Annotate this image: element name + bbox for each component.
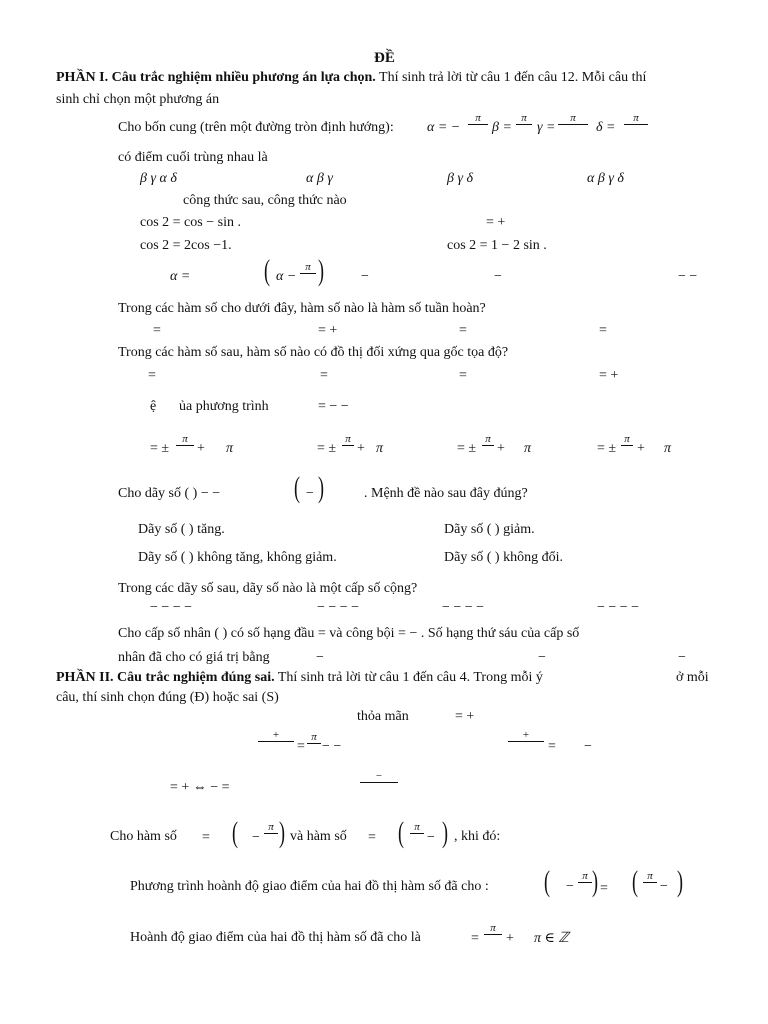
q1-alpha-fraction [468,112,488,136]
q1-beta-pi: π [521,112,527,124]
p2q2-a-pi-2: π [647,870,653,882]
q7-option-b[interactable]: Dãy số ( ) giảm. [444,522,535,537]
q9-option-d[interactable]: − [678,650,686,665]
p2q2-minus-2: − [427,830,435,845]
p2q2-pi-1: π [268,821,274,833]
q1-stem: Cho bốn cung (trên một đường tròn định hướng): [118,120,394,135]
q1-beta-fraction [516,112,532,136]
q4-option-d[interactable]: = [599,323,607,338]
q7-option-d[interactable]: Dãy số ( ) không đổi. [444,550,563,565]
p2q1-a-numerator: + [272,729,280,741]
p2q1-a-fraction [258,729,294,753]
q1-option-d[interactable]: α β γ δ [587,171,624,186]
q6-option-b-fraction [342,433,354,457]
q6-option-d-pi: π [624,433,630,445]
q1-option-a[interactable]: β γ α δ [140,171,177,186]
p2q2-left-paren-1: ( [232,816,238,849]
p2q2-minus-1: − [252,830,260,845]
p2q2-a-left-paren: ( [544,865,550,898]
q1-delta: δ = [596,120,616,135]
p2q1-c[interactable]: = + ⇔ − = [170,780,230,795]
p2q2-pi-2: π [414,821,420,833]
q6-option-c-eq[interactable]: = ± [457,441,477,456]
part2-instruction-line1-tail: ở mỗi [676,670,709,685]
q6-option-a-pi-tail: π [226,441,234,456]
q8-option-c[interactable]: − − − − [442,600,485,615]
q2-option-c[interactable]: cos 2 = 2cos −1. [140,238,232,253]
q6-option-d-fraction [621,433,633,457]
q7-right-paren: ) [318,471,324,504]
p2q2-right-paren-2: ) [442,816,448,849]
q5-option-a[interactable]: = [148,368,156,383]
q5-option-b[interactable]: = [320,368,328,383]
q1-beta: β = [492,120,512,135]
p2q1-b-eq[interactable]: = [548,739,556,754]
p2q1-a-tail: − − [322,739,342,754]
part2-instruction-line2: câu, thí sinh chọn đúng (Đ) hoặc sai (S) [56,690,279,705]
part2-heading: PHẦN II. Câu trắc nghiệm đúng sai. [56,670,275,685]
q2-stem: công thức sau, công thức nào [183,193,347,208]
p2q2-a-fraction [578,870,592,894]
q4-option-c[interactable]: = [459,323,467,338]
p2q2-a-fraction-2 [643,870,657,894]
q6-option-c-plus: + [497,441,505,456]
p2q1-a-eq[interactable]: = [297,739,305,754]
q1-alpha-pi: π [475,112,481,124]
p2q2-a-right-paren-2: ) [677,865,683,898]
q9-option-c[interactable]: − [538,650,546,665]
q1-delta-pi: π [633,112,639,124]
p2q2-a-eq: = [600,881,608,896]
p2q2-a-pi: π [582,870,588,882]
q7-left-paren: ( [294,471,300,504]
q4-option-a[interactable]: = [153,323,161,338]
p2q2-a-minus: − [566,879,574,894]
q6-stem-b: ủa phương trình [179,399,269,414]
p2q1-b-numerator: + [522,729,530,741]
q2-option-a[interactable]: cos 2 = cos − sin . [140,215,241,230]
q6-stem-c: = − − [318,399,349,414]
p2q2-statement-b[interactable]: Hoành độ giao điểm của hai đồ thị hàm số đã cho là [130,930,421,945]
q6-option-b-plus: + [357,441,365,456]
q6-option-a-fraction [176,433,194,457]
q3-fraction [300,261,316,285]
q1-stem-continued: có điểm cuối trùng nhau là [118,150,268,165]
p2q1-a-pi: π [311,731,317,743]
q9-option-b[interactable]: − [316,650,324,665]
exam-title: ĐỀ [374,50,395,66]
q3-left-paren: ( [264,254,270,287]
p2q1-b-tail: − [584,739,592,754]
q1-gamma-fraction [558,112,588,136]
part2-instruction: Thí sinh trả lời từ câu 1 đến câu 4. Trong mỗi ý [277,670,543,685]
q5-option-c[interactable]: = [459,368,467,383]
part1-instruction-line1 [56,70,646,86]
q3-option-d[interactable]: − − [678,269,698,284]
q1-option-c[interactable]: β γ δ [447,171,473,186]
q3-pi: π [305,261,311,273]
p2q1-c-numerator: − [375,770,383,782]
part1-instruction: Thí sinh trả lời từ câu 1 đến câu 12. Mỗi câu thí [379,70,647,85]
q6-option-c-pi: π [485,433,491,445]
p2q1-stem: thỏa mãn [357,709,409,724]
part1-heading: PHẦN I. Câu trắc nghiệm nhiều phương án lựa chọn. [56,70,376,85]
q7-stem: Cho dãy số ( ) − − [118,486,221,501]
p2q2-eq2: = [368,830,376,845]
p2q2-b-eq: = [471,931,479,946]
p2q2-right-paren-1: ) [279,816,285,849]
q1-gamma-pi: π [570,112,576,124]
q8-option-b[interactable]: − − − − [317,600,360,615]
q6-option-d-eq[interactable]: = ± [597,441,617,456]
p2q2-mid: và hàm số [290,829,347,844]
q6-option-d-plus: + [637,441,645,456]
q6-option-b-pi-tail: π [376,441,384,456]
q2-option-b[interactable]: = + [486,215,506,230]
q8-option-d[interactable]: − − − − [597,600,640,615]
q6-option-a-eq[interactable]: = ± [150,441,170,456]
p2q1-b-fraction [508,729,544,753]
q3-expression: α − [276,269,297,284]
q3-option-b[interactable]: − [361,269,369,284]
q1-gamma: γ = [537,120,556,135]
q6-option-d-pi-tail: π [664,441,672,456]
q6-option-a-pi: π [182,433,188,445]
q7-paren-minus: − [306,486,314,501]
q6-option-b-pi: π [345,433,351,445]
q9-stem-continued: nhân đã cho có giá trị bằng [118,650,270,665]
q1-option-b[interactable]: α β γ [306,171,333,186]
p2q2-b-fraction [484,922,502,946]
q7-option-a[interactable]: Dãy số ( ) tăng. [138,522,225,537]
q3-option-c[interactable]: − [494,269,502,284]
q5-stem: Trong các hàm số sau, hàm số nào có đồ thị đối xứng qua gốc tọa độ? [118,345,509,360]
q3-right-paren: ) [318,254,324,287]
p2q2-fraction-2 [410,821,424,845]
q5-option-d[interactable]: = + [599,368,619,383]
p2q2-b-plus: + [506,931,514,946]
p2q2-a-left-paren-2: ( [632,865,638,898]
p2q2-tail: , khi đó: [454,829,501,844]
q6-option-a-plus: + [197,441,205,456]
p2q2-b-tail: π ∈ ℤ [534,931,569,946]
q8-stem: Trong các dãy số sau, dãy số nào là một cấp số cộng? [118,581,418,596]
p2q2-b-pi: π [490,922,496,934]
q7-option-c[interactable]: Dãy số ( ) không tăng, không giảm. [138,550,337,565]
q1-alpha: α = − [427,120,461,135]
q8-option-a[interactable]: − − − − [150,600,193,615]
p2q1-c-fraction [360,770,398,794]
part1-instruction-line2: sinh chỉ chọn một phương án [56,92,220,107]
p2q2-stem: Cho hàm số [110,829,177,844]
q3-alpha-eq: α = [170,269,191,284]
q6-option-c-pi-tail: π [524,441,532,456]
p2q2-a-right-paren: ) [592,865,598,898]
p2q2-fraction-1 [264,821,278,845]
p2q2-a-minus-2: − [660,879,668,894]
p2q1-stem-eq: = + [455,709,475,724]
q7-stem-tail: . Mệnh đề nào sau đây đúng? [364,486,528,501]
q4-option-b[interactable]: = + [318,323,338,338]
p2q2-statement-a[interactable]: Phương trình hoành độ giao điểm của hai đồ thị hàm số đã cho : [130,879,489,894]
q9-stem: Cho cấp số nhân ( ) có số hạng đầu = và công bội = − . Số hạng thứ sáu của cấp số [118,626,580,641]
p2q1-a-pi-fraction [307,731,321,755]
q1-delta-fraction [624,112,648,136]
p2q2-left-paren-2: ( [398,816,404,849]
part2-instruction-line1 [56,670,543,686]
q4-stem: Trong các hàm số cho dưới đây, hàm số nào là hàm số tuần hoàn? [118,301,486,316]
q6-option-b-eq[interactable]: = ± [317,441,337,456]
p2q2-eq1: = [202,830,210,845]
q6-option-c-fraction [482,433,494,457]
q2-option-d[interactable]: cos 2 = 1 − 2 sin . [447,238,547,253]
q6-stem-a: ệ [150,399,157,414]
